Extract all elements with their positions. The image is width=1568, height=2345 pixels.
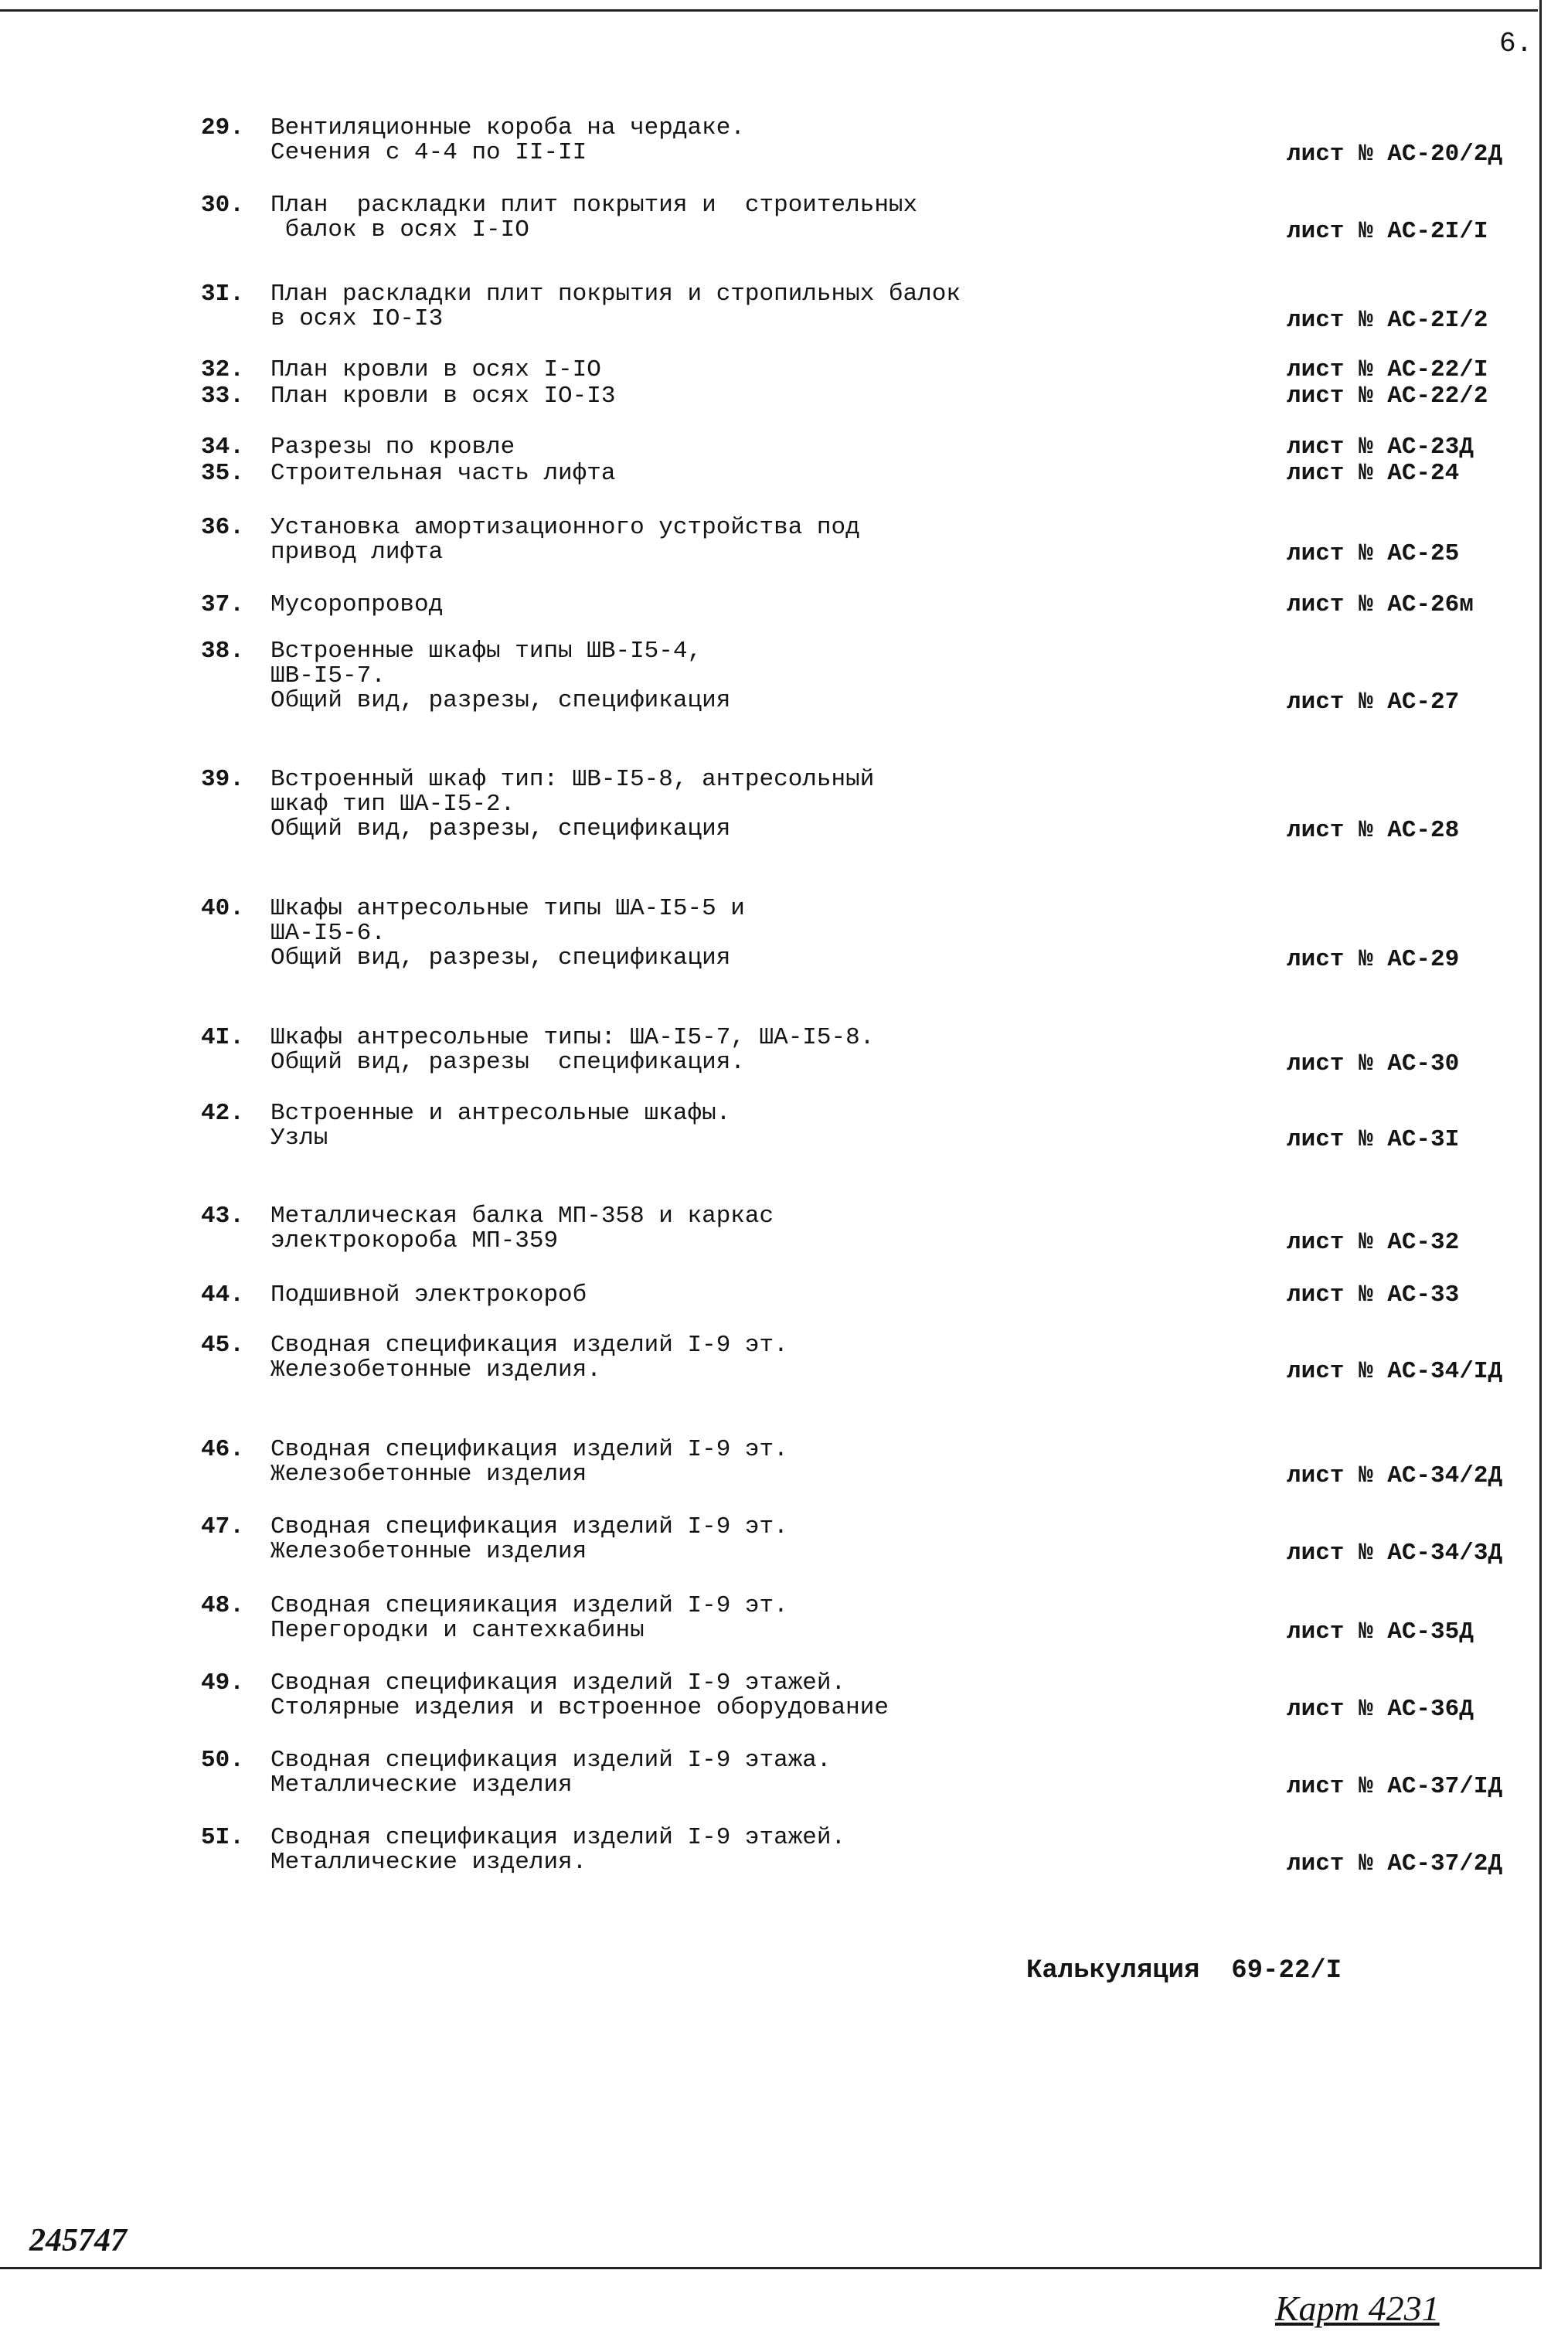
description-line: Шкафы антресольные типы ША-I5-5 и (270, 895, 745, 922)
item-number: 43. (201, 1203, 244, 1230)
sheet-reference: лист № АС-28 (1287, 817, 1460, 844)
sheet-reference: лист № АС-27 (1287, 689, 1460, 716)
description-line: Разрезы по кровле (270, 434, 515, 461)
item-description (270, 1515, 1275, 1564)
item-number: 34. (201, 434, 244, 461)
item-description (270, 1283, 1275, 1308)
frame-bottom-line (0, 2267, 1542, 2269)
description-line: электрокороба МП-359 (270, 1227, 559, 1254)
item-description (270, 282, 1275, 332)
sheet-reference: лист № АС-22/I (1287, 356, 1488, 383)
item-number: 29. (201, 114, 244, 141)
sheet-reference: лист № АС-34/3Д (1287, 1540, 1503, 1567)
sheet-reference: лист № АС-20/2Д (1287, 141, 1503, 168)
item-description (270, 1438, 1275, 1487)
sheet-reference: лист № АС-36Д (1287, 1696, 1474, 1723)
description-line: Сводная спецификация изделий I-9 эт. (270, 1513, 788, 1540)
description-line: Встроенные шкафы типы ШВ-I5-4, (270, 638, 702, 665)
item-number: 38. (201, 638, 244, 665)
item-description (270, 1594, 1275, 1643)
sheet-reference: лист № АС-29 (1287, 946, 1460, 973)
description-line: Общий вид, разрезы, спецификация (270, 944, 731, 972)
description-line: Подшивной электрокороб (270, 1281, 587, 1309)
description-line: Железобетонные изделия. (270, 1356, 601, 1384)
calculation-value: 69-22/I (1231, 1956, 1342, 1986)
description-line: Сводная спецификация изделий I-9 эт. (270, 1436, 788, 1463)
sheet-reference: лист № АС-23Д (1287, 434, 1474, 461)
description-line: Шкафы антресольные типы: ША-I5-7, ША-I5-8. (270, 1024, 875, 1051)
item-number: 45. (201, 1332, 244, 1359)
description-line: Встроенные и антресольные шкафы. (270, 1100, 731, 1127)
description-line: Встроенный шкаф тип: ШВ-I5-8, антресольный (270, 766, 875, 793)
sheet-reference: лист № АС-2I/I (1287, 218, 1488, 245)
item-description (270, 193, 1275, 243)
sheet-reference: лист № АС-34/2Д (1287, 1462, 1503, 1489)
item-description (270, 1748, 1275, 1798)
description-line: Общий вид, разрезы, спецификация (270, 815, 731, 842)
description-line: Железобетонные изделия (270, 1538, 587, 1565)
item-number: 39. (201, 766, 244, 793)
description-line: Сводная спецификация изделий I-9 этажей. (270, 1824, 846, 1851)
description-line: Железобетонные изделия (270, 1461, 587, 1488)
description-line: Сечения с 4-4 по II-II (270, 139, 587, 166)
item-description (270, 1826, 1275, 1875)
item-number: 50. (201, 1747, 244, 1774)
item-number: 37. (201, 591, 244, 618)
description-line: План раскладки плит покрытия и строительных (270, 192, 918, 219)
item-number: 35. (201, 460, 244, 487)
description-line: План кровли в осях IO-I3 (270, 383, 616, 410)
item-number: 30. (201, 192, 244, 219)
description-line: Строительная часть лифта (270, 460, 616, 487)
item-number: 46. (201, 1436, 244, 1463)
item-description (270, 639, 1275, 713)
item-number: 4I. (201, 1024, 244, 1051)
item-description (270, 1026, 1275, 1075)
item-number: 47. (201, 1513, 244, 1540)
description-line: Перегородки и сантехкабины (270, 1617, 645, 1644)
item-number: 40. (201, 895, 244, 922)
item-description (270, 358, 1275, 383)
description-line: Сводная спецификация изделий I-9 эт. (270, 1332, 788, 1359)
description-line: Сводная спецификация изделий I-9 этажа. (270, 1747, 832, 1774)
item-description (270, 461, 1275, 486)
description-line: Столярные изделия и встроенное оборудование (270, 1694, 889, 1721)
sheet-reference: лист № АС-37/2Д (1287, 1850, 1503, 1877)
frame-top-line (0, 9, 1538, 12)
sheet-reference: лист № АС-35Д (1287, 1618, 1474, 1646)
sheet-reference: лист № АС-37/IД (1287, 1773, 1503, 1800)
description-line: Мусоропровод (270, 591, 444, 618)
handwritten-inventory-number: 245747 (29, 2223, 127, 2258)
item-description (270, 1671, 1275, 1720)
sheet-reference: лист № АС-34/IД (1287, 1358, 1503, 1385)
handwritten-card-number: Карт 4231 (1275, 2289, 1440, 2328)
item-description (270, 1204, 1275, 1254)
item-description (270, 1333, 1275, 1383)
description-line: привод лифта (270, 539, 444, 566)
frame-right-line (1539, 0, 1542, 2268)
description-line: Общий вид, разрезы, спецификация (270, 687, 731, 714)
item-number: 48. (201, 1592, 244, 1619)
item-description (270, 897, 1275, 971)
item-description (270, 767, 1275, 842)
item-description (270, 116, 1275, 165)
description-line: в осях IO-I3 (270, 305, 444, 332)
sheet-reference: лист № АС-33 (1287, 1281, 1460, 1309)
description-line: Узлы (270, 1125, 328, 1152)
description-line: балок в осях I-IO (270, 216, 529, 243)
description-line: Сводная специяикация изделий I-9 эт. (270, 1592, 788, 1619)
description-line: ШВ-I5-7. (270, 662, 386, 689)
description-line: ША-I5-6. (270, 920, 386, 947)
description-line: Металлическая балка МП-358 и каркас (270, 1203, 774, 1230)
item-description (270, 593, 1275, 618)
item-description (270, 384, 1275, 409)
sheet-reference: лист № АС-30 (1287, 1050, 1460, 1077)
description-line: Общий вид, разрезы спецификация. (270, 1049, 745, 1076)
item-number: 49. (201, 1669, 244, 1697)
description-line: Установка амортизационного устройства под (270, 514, 860, 541)
description-line: План раскладки плит покрытия и стропильных балок (270, 281, 961, 308)
item-description (270, 1101, 1275, 1151)
sheet-reference: лист № АС-32 (1287, 1229, 1460, 1256)
item-number: 33. (201, 383, 244, 410)
item-number: 3I. (201, 281, 244, 308)
sheet-reference: лист № АС-3I (1287, 1126, 1460, 1153)
page-number: 6. (1499, 28, 1533, 60)
sheet-reference: лист № АС-2I/2 (1287, 307, 1488, 334)
item-description (270, 435, 1275, 460)
item-number: 42. (201, 1100, 244, 1127)
item-number: 36. (201, 514, 244, 541)
description-line: шкаф тип ША-I5-2. (270, 791, 515, 818)
description-line: Металлические изделия. (270, 1849, 587, 1876)
description-line: Металлические изделия (270, 1772, 573, 1799)
item-number: 44. (201, 1281, 244, 1309)
sheet-reference: лист № АС-24 (1287, 460, 1460, 487)
calculation-stamp (1026, 1956, 1342, 1986)
sheet-reference: лист № АС-25 (1287, 540, 1460, 567)
calculation-label: Калькуляция (1026, 1956, 1200, 1986)
item-number: 32. (201, 356, 244, 383)
sheet-reference: лист № АС-26м (1287, 591, 1474, 618)
sheet-reference: лист № АС-22/2 (1287, 383, 1488, 410)
item-number: 5I. (201, 1824, 244, 1851)
description-line: Вентиляционные короба на чердаке. (270, 114, 745, 141)
description-line: План кровли в осях I-IO (270, 356, 601, 383)
description-line: Сводная спецификация изделий I-9 этажей. (270, 1669, 846, 1697)
item-description (270, 516, 1275, 565)
